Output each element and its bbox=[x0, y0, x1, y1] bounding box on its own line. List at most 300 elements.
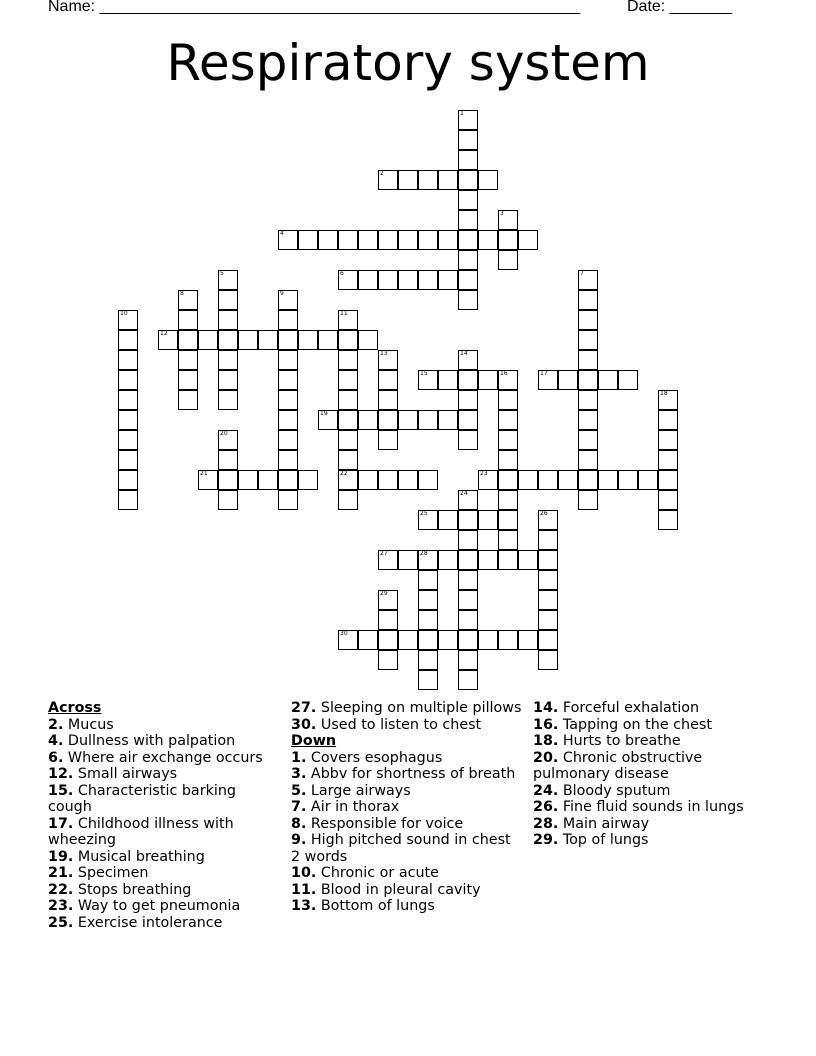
crossword-cell[interactable] bbox=[278, 470, 298, 490]
crossword-cell[interactable] bbox=[498, 390, 518, 410]
crossword-cell[interactable] bbox=[578, 450, 598, 470]
crossword-cell[interactable] bbox=[438, 170, 458, 190]
clue-number: 10. bbox=[291, 865, 317, 881]
clue-item bbox=[291, 750, 523, 767]
clue-number: 23. bbox=[48, 898, 74, 914]
clue-text: Responsible for voice bbox=[306, 815, 464, 832]
clue-number: 18. bbox=[533, 733, 559, 749]
clue-text: Covers esophagus bbox=[306, 749, 443, 766]
clue-item bbox=[291, 783, 523, 800]
crossword-cell[interactable] bbox=[618, 370, 638, 390]
clue-number-label: 9 bbox=[280, 290, 284, 297]
crossword-cell[interactable] bbox=[458, 670, 478, 690]
crossword-cell[interactable] bbox=[538, 610, 558, 630]
clue-number: 20. bbox=[533, 749, 559, 766]
crossword-cell[interactable] bbox=[578, 350, 598, 370]
crossword-cell[interactable] bbox=[438, 270, 458, 290]
clue-text: Stops breathing bbox=[73, 881, 192, 898]
crossword-cell[interactable] bbox=[418, 170, 438, 190]
clue-number-label: 27 bbox=[380, 550, 388, 557]
crossword-cell[interactable] bbox=[578, 470, 598, 490]
crossword-cell[interactable] bbox=[498, 410, 518, 430]
clues-column-2 bbox=[291, 700, 523, 915]
crossword-cell[interactable] bbox=[338, 350, 358, 370]
crossword-cell[interactable] bbox=[458, 190, 478, 210]
date-field-label: Date: _______ bbox=[627, 0, 732, 15]
clue-number-label: 15 bbox=[420, 370, 428, 377]
crossword-cell[interactable] bbox=[358, 630, 378, 650]
crossword-cell[interactable] bbox=[118, 370, 138, 390]
crossword-cell[interactable] bbox=[278, 330, 298, 350]
clue-item bbox=[48, 816, 278, 849]
crossword-cell[interactable] bbox=[458, 530, 478, 550]
clue-text: Chronic or acute bbox=[316, 865, 439, 881]
crossword-cell[interactable] bbox=[658, 450, 678, 470]
clue-number: 12. bbox=[48, 766, 74, 782]
clue-number-label: 12 bbox=[160, 330, 168, 337]
clue-text: Way to get pneumonia bbox=[73, 898, 241, 914]
crossword-cell[interactable] bbox=[498, 430, 518, 450]
clue-number-label: 19 bbox=[320, 410, 328, 417]
crossword-cell[interactable] bbox=[658, 410, 678, 430]
clue-number-label: 4 bbox=[280, 230, 284, 237]
crossword-cell[interactable] bbox=[538, 590, 558, 610]
crossword-cell[interactable] bbox=[378, 610, 398, 630]
crossword-cell[interactable] bbox=[378, 410, 398, 430]
crossword-cell[interactable] bbox=[218, 390, 238, 410]
clue-text: Exercise intolerance bbox=[73, 914, 223, 931]
crossword-cell[interactable] bbox=[358, 330, 378, 350]
crossword-cell[interactable] bbox=[118, 470, 138, 490]
crossword-cell[interactable] bbox=[458, 150, 478, 170]
clue-number: 8. bbox=[291, 815, 307, 832]
crossword-cell[interactable] bbox=[458, 550, 478, 570]
clue-item bbox=[291, 832, 523, 865]
clue-number: 14. bbox=[533, 700, 559, 716]
crossword-cell[interactable] bbox=[178, 330, 198, 350]
crossword-cell[interactable] bbox=[378, 630, 398, 650]
crossword-cell[interactable] bbox=[118, 350, 138, 370]
crossword-cell[interactable] bbox=[478, 230, 498, 250]
clue-number: 21. bbox=[48, 865, 74, 881]
clue-text: Bloody sputum bbox=[558, 782, 671, 799]
crossword-cell[interactable] bbox=[238, 470, 258, 490]
clue-item bbox=[48, 882, 278, 899]
crossword-cell[interactable] bbox=[578, 430, 598, 450]
crossword-cell[interactable] bbox=[578, 490, 598, 510]
crossword-cell[interactable] bbox=[338, 450, 358, 470]
crossword-cell[interactable] bbox=[418, 470, 438, 490]
crossword-cell[interactable] bbox=[478, 630, 498, 650]
crossword-cell[interactable] bbox=[418, 270, 438, 290]
crossword-cell[interactable] bbox=[578, 410, 598, 430]
crossword-cell[interactable] bbox=[278, 450, 298, 470]
crossword-cell[interactable] bbox=[458, 650, 478, 670]
crossword-cell[interactable] bbox=[178, 350, 198, 370]
clue-text: Tapping on the chest bbox=[558, 716, 712, 733]
crossword-cell[interactable] bbox=[458, 270, 478, 290]
crossword-cell[interactable] bbox=[418, 230, 438, 250]
crossword-cell[interactable] bbox=[458, 210, 478, 230]
crossword-cell[interactable] bbox=[458, 630, 478, 650]
clue-number: 7. bbox=[291, 799, 307, 815]
clue-item bbox=[291, 898, 523, 915]
clue-item bbox=[48, 849, 278, 866]
crossword-cell[interactable] bbox=[378, 650, 398, 670]
crossword-cell[interactable] bbox=[498, 470, 518, 490]
crossword-cell[interactable] bbox=[538, 570, 558, 590]
crossword-cell[interactable] bbox=[578, 290, 598, 310]
clue-number: 4. bbox=[48, 733, 64, 749]
clue-text: Musical breathing bbox=[73, 848, 205, 865]
clue-text: Small airways bbox=[73, 766, 178, 782]
crossword-cell[interactable] bbox=[438, 230, 458, 250]
crossword-cell[interactable] bbox=[658, 490, 678, 510]
crossword-cell[interactable] bbox=[458, 610, 478, 630]
crossword-cell[interactable] bbox=[538, 650, 558, 670]
clues-column-3 bbox=[533, 700, 773, 849]
clue-text: Childhood illness with wheezing bbox=[48, 815, 234, 848]
crossword-cell[interactable] bbox=[398, 470, 418, 490]
clue-number-label: 10 bbox=[120, 310, 128, 317]
crossword-cell[interactable] bbox=[118, 390, 138, 410]
crossword-cell[interactable] bbox=[178, 390, 198, 410]
crossword-cell[interactable] bbox=[338, 330, 358, 350]
crossword-cell[interactable] bbox=[498, 510, 518, 530]
crossword-cell[interactable] bbox=[598, 470, 618, 490]
clue-number-label: 14 bbox=[460, 350, 468, 357]
clue-text: Used to listen to chest bbox=[316, 716, 482, 733]
clue-text: Fine fluid sounds in lungs bbox=[558, 799, 744, 815]
clue-number-label: 20 bbox=[220, 430, 228, 437]
clue-item bbox=[48, 717, 278, 734]
clue-item bbox=[533, 750, 773, 783]
crossword-cell[interactable] bbox=[258, 330, 278, 350]
clue-number: 29. bbox=[533, 832, 559, 848]
clue-item bbox=[291, 700, 523, 717]
crossword-cell[interactable] bbox=[598, 370, 618, 390]
clue-text: Hurts to breathe bbox=[558, 733, 681, 749]
crossword-cell[interactable] bbox=[418, 590, 438, 610]
crossword-cell[interactable] bbox=[218, 370, 238, 390]
crossword-cell[interactable] bbox=[458, 410, 478, 430]
clue-number-label: 3 bbox=[500, 210, 504, 217]
crossword-cell[interactable] bbox=[338, 230, 358, 250]
clue-text: Sleeping on multiple pillows bbox=[316, 700, 522, 716]
crossword-cell[interactable] bbox=[338, 430, 358, 450]
clue-number: 16. bbox=[533, 716, 559, 733]
crossword-cell[interactable] bbox=[398, 230, 418, 250]
crossword-cell[interactable] bbox=[438, 510, 458, 530]
crossword-cell[interactable] bbox=[658, 470, 678, 490]
clue-number-label: 21 bbox=[200, 470, 208, 477]
crossword-cell[interactable] bbox=[498, 550, 518, 570]
crossword-cell[interactable] bbox=[498, 250, 518, 270]
clue-number: 6. bbox=[48, 749, 64, 766]
clue-number: 11. bbox=[291, 881, 317, 898]
crossword-cell[interactable] bbox=[458, 590, 478, 610]
clue-number-label: 18 bbox=[660, 390, 668, 397]
crossword-cell[interactable] bbox=[378, 270, 398, 290]
clue-text: Chronic obstructive pulmonary disease bbox=[533, 749, 703, 782]
clue-item bbox=[48, 750, 278, 767]
crossword-cell[interactable] bbox=[278, 370, 298, 390]
crossword-cell[interactable] bbox=[338, 490, 358, 510]
crossword-cell[interactable] bbox=[418, 670, 438, 690]
crossword-cell[interactable] bbox=[478, 550, 498, 570]
crossword-cell[interactable] bbox=[458, 130, 478, 150]
clue-number-label: 22 bbox=[340, 470, 348, 477]
crossword-cell[interactable] bbox=[278, 410, 298, 430]
down-clue-list bbox=[291, 750, 523, 915]
crossword-cell[interactable] bbox=[118, 410, 138, 430]
crossword-cell[interactable] bbox=[578, 310, 598, 330]
crossword-cell[interactable] bbox=[418, 630, 438, 650]
crossword-cell[interactable] bbox=[378, 230, 398, 250]
crossword-cell[interactable] bbox=[358, 270, 378, 290]
clue-text: Abbv for shortness of breath bbox=[306, 766, 516, 782]
crossword-cell[interactable] bbox=[298, 230, 318, 250]
crossword-cell[interactable] bbox=[458, 390, 478, 410]
crossword-cell[interactable] bbox=[218, 450, 238, 470]
crossword-cell[interactable] bbox=[418, 410, 438, 430]
crossword-cell[interactable] bbox=[358, 470, 378, 490]
clue-number: 27. bbox=[291, 700, 317, 716]
crossword-cell[interactable] bbox=[398, 630, 418, 650]
clue-text: Bottom of lungs bbox=[316, 898, 435, 914]
clue-number-label: 16 bbox=[500, 370, 508, 377]
clue-item bbox=[48, 766, 278, 783]
crossword-cell[interactable] bbox=[338, 370, 358, 390]
crossword-cell[interactable] bbox=[318, 230, 338, 250]
crossword-cell[interactable] bbox=[218, 290, 238, 310]
clue-number: 25. bbox=[48, 914, 74, 931]
crossword-cell[interactable] bbox=[278, 490, 298, 510]
crossword-cell[interactable] bbox=[118, 490, 138, 510]
clue-text: Air in thorax bbox=[306, 799, 400, 815]
clue-item bbox=[291, 865, 523, 882]
crossword-cell[interactable] bbox=[318, 330, 338, 350]
clue-text: Forceful exhalation bbox=[558, 700, 700, 716]
crossword-cell[interactable] bbox=[378, 470, 398, 490]
clue-number-label: 5 bbox=[220, 270, 224, 277]
across-heading: Across bbox=[48, 700, 102, 716]
clues-column-1 bbox=[48, 700, 278, 931]
crossword-cell[interactable] bbox=[478, 170, 498, 190]
clue-text: Blood in pleural cavity bbox=[316, 881, 481, 898]
crossword-cell[interactable] bbox=[498, 230, 518, 250]
clue-text: Large airways bbox=[306, 782, 411, 799]
crossword-cell[interactable] bbox=[518, 550, 538, 570]
crossword-cell[interactable] bbox=[218, 470, 238, 490]
clue-item bbox=[533, 700, 773, 717]
crossword-cell[interactable] bbox=[458, 170, 478, 190]
clue-item bbox=[48, 733, 278, 750]
clue-item bbox=[291, 799, 523, 816]
crossword-cell[interactable] bbox=[118, 330, 138, 350]
crossword-cell[interactable] bbox=[558, 470, 578, 490]
crossword-cell[interactable] bbox=[238, 330, 258, 350]
clue-number: 30. bbox=[291, 716, 317, 733]
clue-item bbox=[533, 832, 773, 849]
crossword-cell[interactable] bbox=[458, 250, 478, 270]
down-clue-list-continued bbox=[533, 700, 773, 849]
crossword-cell[interactable] bbox=[618, 470, 638, 490]
crossword-cell[interactable] bbox=[538, 470, 558, 490]
crossword-cell[interactable] bbox=[218, 350, 238, 370]
crossword-cell[interactable] bbox=[578, 330, 598, 350]
crossword-cell[interactable] bbox=[458, 230, 478, 250]
clue-number-label: 11 bbox=[340, 310, 348, 317]
crossword-cell[interactable] bbox=[118, 450, 138, 470]
clue-number-label: 26 bbox=[540, 510, 548, 517]
clue-number: 22. bbox=[48, 881, 74, 898]
crossword-cell[interactable] bbox=[438, 370, 458, 390]
crossword-cell[interactable] bbox=[278, 430, 298, 450]
crossword-cell[interactable] bbox=[458, 370, 478, 390]
clue-item bbox=[291, 816, 523, 833]
crossword-cell[interactable] bbox=[438, 630, 458, 650]
crossword-cell[interactable] bbox=[278, 350, 298, 370]
clue-number-label: 28 bbox=[420, 550, 428, 557]
crossword-cell[interactable] bbox=[558, 370, 578, 390]
crossword-cell[interactable] bbox=[438, 410, 458, 430]
clue-number-label: 24 bbox=[460, 490, 468, 497]
clue-item bbox=[48, 898, 278, 915]
clue-number-label: 7 bbox=[580, 270, 584, 277]
clue-text: Where air exchange occurs bbox=[63, 749, 263, 766]
clue-number-label: 29 bbox=[380, 590, 388, 597]
crossword-cell[interactable] bbox=[498, 450, 518, 470]
clue-number-label: 13 bbox=[380, 350, 388, 357]
crossword-cell[interactable] bbox=[438, 550, 458, 570]
crossword-cell[interactable] bbox=[658, 510, 678, 530]
clue-item bbox=[291, 717, 523, 734]
down-heading: Down bbox=[291, 733, 337, 749]
clue-number: 13. bbox=[291, 898, 317, 914]
crossword-cell[interactable] bbox=[378, 370, 398, 390]
clue-number: 24. bbox=[533, 782, 559, 799]
clue-text: Characteristic barking cough bbox=[48, 782, 236, 815]
clue-number-label: 1 bbox=[460, 110, 464, 117]
crossword-cell[interactable] bbox=[218, 490, 238, 510]
crossword-cell[interactable] bbox=[498, 630, 518, 650]
crossword-cell[interactable] bbox=[518, 230, 538, 250]
page-title: Respiratory system bbox=[166, 34, 650, 92]
crossword-cell[interactable] bbox=[218, 330, 238, 350]
clue-number-label: 30 bbox=[340, 630, 348, 637]
clue-text: Specimen bbox=[73, 865, 149, 881]
clue-number-label: 23 bbox=[480, 470, 488, 477]
across-clue-list-continued bbox=[291, 700, 523, 733]
clue-number: 28. bbox=[533, 815, 559, 832]
crossword-cell[interactable] bbox=[458, 430, 478, 450]
crossword-cell[interactable] bbox=[178, 370, 198, 390]
clue-item bbox=[48, 865, 278, 882]
crossword-cell[interactable] bbox=[578, 390, 598, 410]
clue-number: 26. bbox=[533, 799, 559, 815]
clue-number-label: 8 bbox=[180, 290, 184, 297]
crossword-cell[interactable] bbox=[338, 390, 358, 410]
clue-item bbox=[533, 799, 773, 816]
clue-item bbox=[291, 882, 523, 899]
clue-item bbox=[48, 915, 278, 932]
crossword-cell[interactable] bbox=[278, 390, 298, 410]
clue-number: 9. bbox=[291, 832, 307, 848]
crossword-cell[interactable] bbox=[478, 370, 498, 390]
clue-item bbox=[533, 816, 773, 833]
crossword-cell[interactable] bbox=[498, 530, 518, 550]
crossword-cell[interactable] bbox=[398, 270, 418, 290]
clue-item bbox=[533, 733, 773, 750]
clue-text: Dullness with palpation bbox=[63, 733, 236, 749]
crossword-cell[interactable] bbox=[418, 610, 438, 630]
clue-item bbox=[48, 783, 278, 816]
crossword-cell[interactable] bbox=[498, 490, 518, 510]
across-clue-list bbox=[48, 717, 278, 932]
clue-number: 17. bbox=[48, 815, 74, 832]
crossword-cell[interactable] bbox=[418, 650, 438, 670]
crossword-cell[interactable] bbox=[418, 570, 438, 590]
clue-number-label: 17 bbox=[540, 370, 548, 377]
crossword-cell[interactable] bbox=[638, 470, 658, 490]
clue-number-label: 6 bbox=[340, 270, 344, 277]
clue-number-label: 2 bbox=[380, 170, 384, 177]
clue-item bbox=[291, 766, 523, 783]
clue-number: 2. bbox=[48, 716, 64, 733]
clue-number: 1. bbox=[291, 749, 307, 766]
crossword-cell[interactable] bbox=[118, 430, 138, 450]
crossword-cell[interactable] bbox=[338, 410, 358, 430]
crossword-cell[interactable] bbox=[478, 510, 498, 530]
crossword-cell[interactable] bbox=[258, 470, 278, 490]
clue-text: High pitched sound in chest 2 words bbox=[291, 832, 511, 865]
clue-number-label: 25 bbox=[420, 510, 428, 517]
crossword-cell[interactable] bbox=[298, 470, 318, 490]
crossword-cell[interactable] bbox=[518, 470, 538, 490]
crossword-cell[interactable] bbox=[398, 410, 418, 430]
crossword-cell[interactable] bbox=[458, 570, 478, 590]
crossword-cell[interactable] bbox=[518, 630, 538, 650]
crossword-cell[interactable] bbox=[218, 310, 238, 330]
crossword-cell[interactable] bbox=[298, 330, 318, 350]
clue-number: 5. bbox=[291, 782, 307, 799]
clue-number: 3. bbox=[291, 766, 307, 782]
crossword-cell[interactable] bbox=[378, 430, 398, 450]
name-field-label: Name: ______________________________________________________ bbox=[48, 0, 581, 15]
crossword-cell[interactable] bbox=[358, 230, 378, 250]
crossword-cell[interactable] bbox=[458, 290, 478, 310]
crossword-cell[interactable] bbox=[458, 510, 478, 530]
crossword-cell[interactable] bbox=[178, 310, 198, 330]
clue-number: 19. bbox=[48, 848, 74, 865]
crossword-cell[interactable] bbox=[538, 550, 558, 570]
crossword-cell[interactable] bbox=[198, 330, 218, 350]
crossword-cell[interactable] bbox=[398, 550, 418, 570]
crossword-cell[interactable] bbox=[538, 530, 558, 550]
clue-text: Mucus bbox=[63, 716, 114, 733]
clue-item bbox=[533, 783, 773, 800]
crossword-cell[interactable] bbox=[278, 310, 298, 330]
crossword-cell[interactable] bbox=[578, 370, 598, 390]
crossword-cell[interactable] bbox=[658, 430, 678, 450]
crossword-cell[interactable] bbox=[378, 390, 398, 410]
crossword-cell[interactable] bbox=[538, 630, 558, 650]
clue-text: Top of lungs bbox=[558, 832, 649, 848]
crossword-cell[interactable] bbox=[358, 410, 378, 430]
clue-text: Main airway bbox=[558, 815, 650, 832]
crossword-cell[interactable] bbox=[398, 170, 418, 190]
